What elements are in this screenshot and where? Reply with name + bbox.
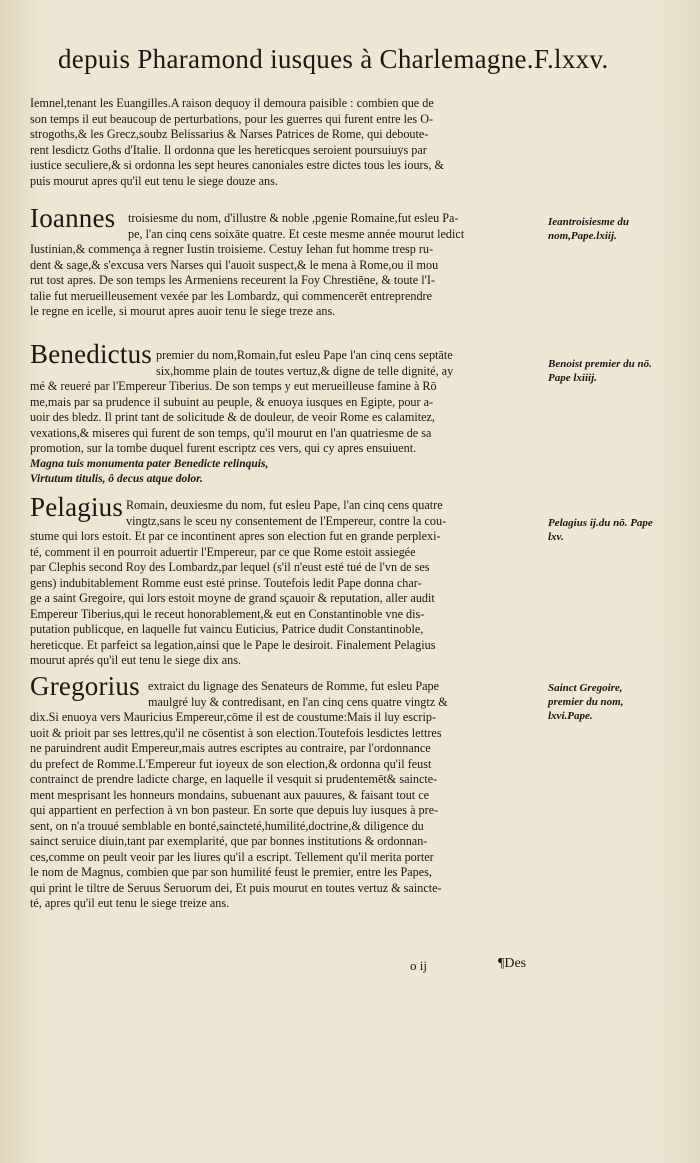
margin-note-ioannes: Ieantroisiesme du nom,Pape.lxiij.: [548, 216, 629, 242]
text-line: dix.Si enuoya vers Mauricius Empereur,cōme il est de coustume:Mais il luy escrip-: [30, 710, 437, 724]
text-line: iustice seculiere,& si ordonna les sept heures canoniales estre dictes tous les iours, &: [30, 158, 444, 172]
text-line: hereticque. Et parfeict sa legation,ainsi que le Pape le desiroit. Finalement Pelagius: [30, 637, 436, 652]
text-line: le regne en icelle, si mourut apres auoir tenu le siege treze ans.: [30, 304, 336, 318]
initial-word-gregorius: Gregorius: [30, 671, 140, 701]
benedictus-paragraph: [30, 348, 542, 488]
margin-note-pelagius: Pelagius ij.du nō. Pape lxv.: [548, 517, 653, 543]
text-line: té, comment il en pourroit aduertir l'Empereur, par ce que Rome estoit assiegée: [30, 544, 416, 559]
catchword: ¶Des: [498, 956, 527, 971]
text-line: rut tost apres. De son temps les Armeniens receurent la Foy Chrestiēne, & toute l'I-: [30, 273, 435, 287]
text-line: son temps il eut beaucoup de perturbations, pour les guerres qui furent entre les O-: [30, 111, 434, 126]
gregorius-paragraph: [30, 679, 542, 912]
text-line: strogoths,& les Grecz,soubz Belissarius & Narses Patrices de Rome, qui deboute-: [30, 127, 429, 141]
text-line: vingtz,sans le sceu ny consentement de l'Empereur, contre la cou-: [126, 513, 447, 528]
text-line: vexations,& miseres qui furent de son temps, qu'il mourut en l'an quatriesme de sa: [30, 425, 432, 440]
text-line: me,mais par sa prudence il subuint au peuple, & enuoya iusques en Egipte, pour a-: [30, 394, 434, 409]
text-line: Iustinian,& commença à regner Iustin troisieme. Cestuy Iehan fut homme tresp ru-: [30, 242, 434, 256]
text-line: ne paruindrent audit Empereur,mais autres escriptes au contraire, par l'ordonnance: [30, 741, 431, 755]
running-header: depuis Pharamond iusques à Charlemagne.F.lxxv.: [58, 44, 609, 74]
epitaph-verse-line: Virtutum titulis, ô decus atque dolor.: [30, 473, 203, 485]
text-line: putation publicque, en laquelle fut vaincu Euticius, Patrice dudit Constantinoble,: [30, 622, 424, 636]
text-line: premier du nom,Romain,fut esleu Pape l'an cinq cens septāte: [156, 348, 453, 362]
text-line: Iemnel,tenant les Euangilles.A raison dequoy il demoura paisible : combien que de: [30, 96, 434, 110]
text-line: le nom de Magnus, combien que par son humilité feust le premier, entre les Papes,: [30, 865, 432, 879]
epitaph-verse-line: Magna tuis monumenta pater Benedicte relinquis,: [30, 457, 269, 470]
text-line: pe, l'an cinq cens soixāte quatre. Et ceste mesme année mourut ledict: [128, 226, 465, 241]
text-line: mourut aprés qu'il eut tenu le siege dix ans.: [30, 653, 242, 667]
intro-paragraph: [30, 96, 542, 189]
text-line: sainct seruice diuin,tant par exemplarité, que par bonnes institutions & ordonnan-: [30, 834, 428, 848]
margin-note-benedictus: Benoist premier du nō. Pape lxiiij.: [548, 358, 652, 384]
text-line: uoit & prioit par ses lettres,qu'il ne cōsentist à son election.Toutefois lesdictes lettres: [30, 725, 442, 740]
text-line: uoir des bledz. Il print tant de solicitude & de douleur, de veoir Rome es calamitez,: [30, 410, 435, 424]
signature-mark: o ij: [410, 958, 427, 973]
initial-word-ioannes: Ioannes: [30, 203, 116, 233]
text-line: qui appartient en perfection à vn bon pasteur. En sorte que depuis luy iusques à pre-: [30, 803, 439, 817]
initial-word-benedictus: Benedictus: [30, 339, 152, 369]
text-line: promotion, sur la tombe duquel furent escriptz ces vers, qui cy apres ensuiuent.: [30, 441, 417, 455]
text-line: gens) indubitablement Romme eust esté prinse. Toutefois ledit Pape donna char-: [30, 575, 422, 590]
text-line: té, apres qu'il eut tenu le siege treize ans.: [30, 896, 230, 910]
margin-note-gregorius: Sainct Gregoire, premier du nom, lxvi.Pape.: [548, 682, 624, 722]
text-line: Romain, deuxiesme du nom, fut esleu Pape, l'an cinq cens quatre: [126, 498, 443, 512]
text-line: ge a saint Gregoire, qui lors estoit moyne de grand sçauoir & reputation, aller audit: [30, 591, 435, 605]
text-line: Empereur Tiberius,qui le receut honorablement,& eut en Constantinoble vne dis-: [30, 606, 425, 621]
text-line: ces,comme on peult veoir par les liures qu'il a escript. Tellement qu'il merita porter: [30, 849, 434, 864]
text-line: dent & sage,& s'excusa vers Narses qui l'auoit suspect,& le mena à Rome,ou il mou: [30, 257, 439, 272]
initial-word-pelagius: Pelagius: [30, 492, 124, 522]
text-line: rent lesdictz Goths d'Italie. Il ordonna que les hereticques seroient poursuiuys par: [30, 142, 427, 157]
text-line: puis mourut apres qu'il eut tenu le siege douze ans.: [30, 173, 278, 188]
text-line: extraict du lignage des Senateurs de Romme, fut esleu Pape: [148, 679, 440, 693]
text-line: stume qui lors estoit. Et par ce incontinent apres son election fut en grande perplexi-: [30, 529, 441, 543]
text-line: six,homme plain de toutes vertuz,& digne de telle dignité, ay: [156, 363, 454, 378]
text-line: maulgré luy & contredisant, en l'an cinq cens quatre vingtz &: [148, 694, 448, 709]
text-line: ment mesprisant les honneurs mondains, subuenant aux pauures, & faisant tout ce: [30, 787, 430, 802]
text-line: mé & reueré par l'Empereur Tiberius. De son temps y eut merueilleuse famine à Rō: [30, 379, 437, 393]
text-line: par Clephis second Roy des Lombardz,par lequel (s'il n'eust esté tué de l'vn de ses: [30, 560, 430, 574]
text-line: contrainct de prendre ladicte charge, en laquelle il vesquit si prudentemēt& saincte-: [30, 772, 438, 786]
ioannes-paragraph: [30, 211, 542, 320]
pelagius-paragraph: [30, 498, 542, 669]
text-line: talie fut merueilleusement vexée par les Lombardz, qui commencerēt entreprendre: [30, 288, 433, 303]
text-line: troisiesme du nom, d'illustre & noble ,pgenie Romaine,fut esleu Pa-: [128, 211, 459, 225]
text-line: sent, on n'a trouué semblable en bonté,saincteté,humilité,doctrine,& diligence du: [30, 818, 424, 833]
text-line: qui print le tiltre de Seruus Seruorum dei, Et puis mourut en toutes vertuz & saincte-: [30, 880, 442, 895]
text-line: du prefect de Romme.L'Empereur fut ioyeux de son election,& ordonna qu'il feust: [30, 756, 432, 771]
